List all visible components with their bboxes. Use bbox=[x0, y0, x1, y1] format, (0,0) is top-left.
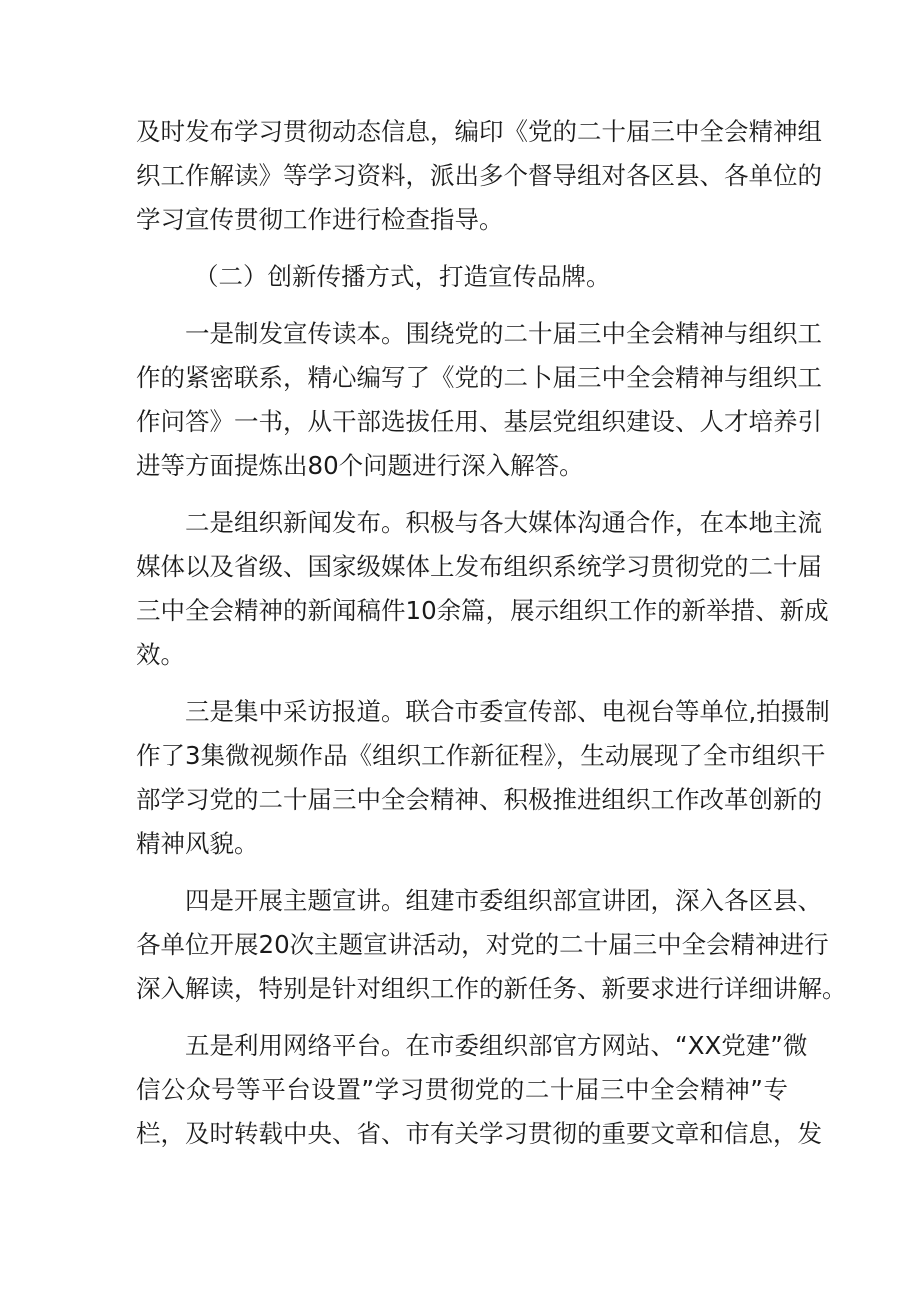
text-line: 信公众号等平台设置”学习贯彻党的二十届三中全会精神”专 bbox=[136, 1075, 788, 1104]
text-line: 二是组织新闻发布。积极与各大媒体沟通合作，在本地主流 bbox=[185, 508, 822, 537]
text-line: 五是利用网络平台。在市委组织部官方网站、“XX党建”微 bbox=[185, 1031, 808, 1060]
paragraph-item-1 bbox=[136, 312, 822, 488]
text-line: 效。 bbox=[136, 640, 185, 669]
text-line: 栏，及时转载中央、省、市有关学习贯彻的重要文章和信息，发 bbox=[136, 1119, 822, 1148]
text-line: 部学习党的二十届三中全会精神、积极推进组织工作改革创新的 bbox=[136, 785, 822, 814]
text-line: 各单位开展20次主题宣讲活动，对党的二十届三中全会精神进行 bbox=[136, 930, 829, 959]
text-line: 织工作解读》等学习资料，派出多个督导组对各区县、各单位的 bbox=[136, 161, 822, 190]
text-line: 作的紧密联系，精心编写了《党的二卜届三中全会精神与组织工 bbox=[136, 363, 822, 392]
paragraph-item-4 bbox=[136, 879, 847, 1011]
text-line: 三中全会精神的新闻稿件10余篇，展示组织工作的新举措、新成 bbox=[136, 596, 829, 625]
paragraph-item-3 bbox=[136, 690, 830, 866]
text-line: 作了3集微视频作品《组织工作新征程》，生动展现了全市组织干 bbox=[136, 741, 826, 770]
heading-line: （二）创新传播方式，打造宣传品牌。 bbox=[194, 262, 611, 291]
text-line: 三是集中采访报道。联合市委宣传部、电视台等单位,拍摄制 bbox=[185, 697, 830, 726]
text-line: 四是开展主题宣讲。组建市委组织部宣讲团，深入各区县、 bbox=[185, 886, 822, 915]
paragraph-item-2 bbox=[136, 501, 829, 677]
document-body bbox=[136, 110, 847, 1156]
paragraph-item-5 bbox=[136, 1024, 822, 1156]
text-line: 深入解读，特别是针对组织工作的新任务、新要求进行详细讲解。 bbox=[136, 974, 847, 1003]
text-line: 学习宣传贯彻工作进行检查指导。 bbox=[136, 205, 504, 234]
text-line: 媒体以及省级、国家级媒体上发布组织系统学习贯彻党的二十届 bbox=[136, 552, 822, 581]
text-line: 作问答》一书，从干部选拔任用、基层党组织建设、人才培养引 bbox=[136, 407, 822, 436]
text-line: 进等方面提炼出80个问题进行深入解答。 bbox=[136, 451, 584, 480]
text-line: 一是制发宣传读本。围绕党的二十届三中全会精神与组织工 bbox=[185, 319, 822, 348]
text-line: 精神风貌。 bbox=[136, 829, 259, 858]
paragraph-continuation bbox=[136, 110, 822, 242]
text-line: 及时发布学习贯彻动态信息，编印《党的二十届三中全会精神组 bbox=[136, 117, 822, 146]
section-heading bbox=[136, 255, 788, 299]
